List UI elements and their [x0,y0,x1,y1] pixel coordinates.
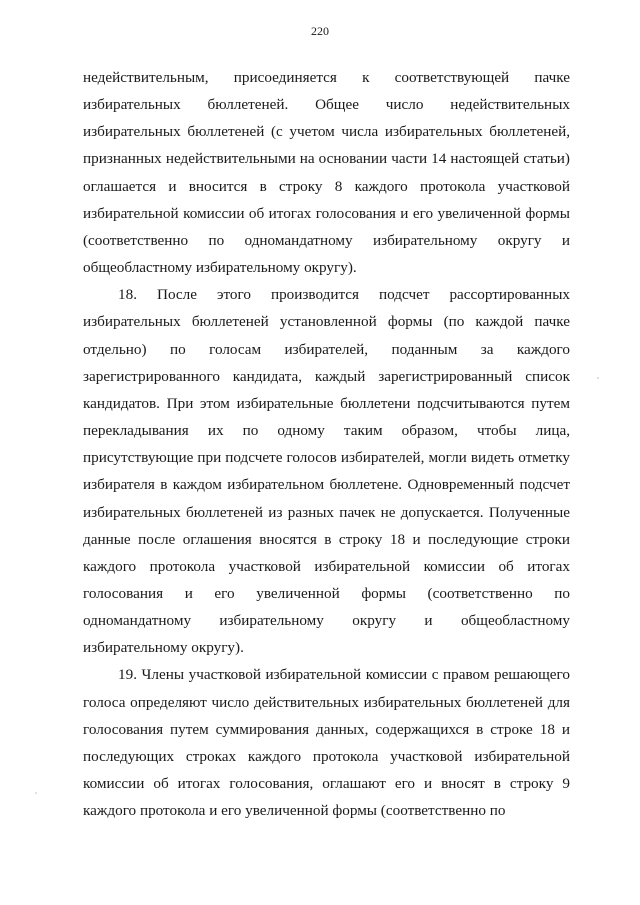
paragraph-18: 18. После этого производится подсчет рассортированных избирательных бюллетеней установленной формы (по каждой пачке отдельно) по голосам избирателей, поданным за каждого зарегистрированного кандидата, каждый зарегистрированный список кандидатов. При этом избирательные бюллетени подсчитываются путем перекладывания их по одному таким образом, чтобы лица, присутствующие при подсчете голосов избирателей, могли видеть отметку избирателя в каждом избирательном бюллетене. Одновременный подсчет избирательных бюллетеней из разных пачек не допускается. Полученные данные после оглашения вносятся в строку 18 и последующие строки каждого протокола участковой избирательной комиссии об итогах голосования и его увеличенной формы (соответственно по одномандатному избирательному округу и общеобластному избирательному округу). [83,286,570,657]
document-body [83,64,570,824]
page-number: 220 [311,24,329,38]
paragraph-19: 19. Члены участковой избирательной комиссии с правом решающего голоса определяют число действительных избирательных бюллетеней для голосования путем суммирования данных, содержащихся в строке 18 и последующих строках каждого протокола участковой избирательной комиссии об итогах голосования, оглашают его и вносят в строку 9 каждого протокола и его увеличенной формы (соответственно по [83,666,570,820]
paragraph-continuation: недействительным, присоединяется к соответствующей пачке избирательных бюллетеней. Общее число недействительных избирательных бюллетеней (с учетом числа избирательных бюллетеней, признанных недействительными на основании части 14 настоящей статьи) оглашается и вносится в строку 8 каждого протокола участковой избирательной комиссии об итогах голосования и его увеличенной формы (соответственно по одномандатному избирательному округу и общеобластному избирательному округу). [83,69,570,277]
